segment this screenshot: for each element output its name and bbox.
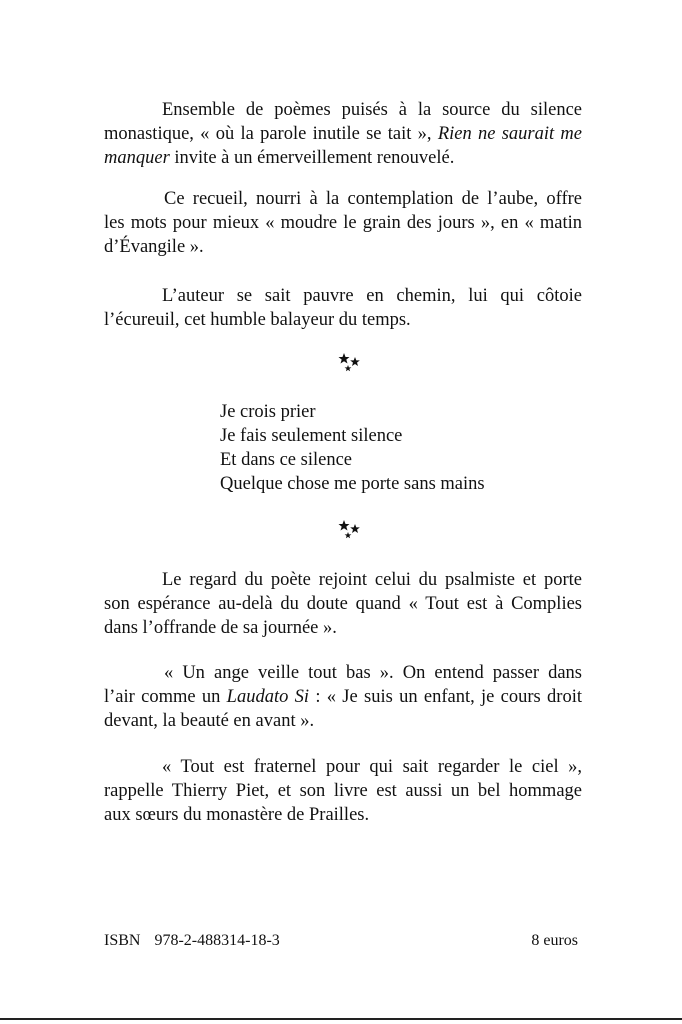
blurb-paragraph-5 (104, 661, 582, 733)
blurb-paragraph-6 (104, 755, 582, 827)
text-line (104, 122, 582, 146)
text-run: monastique, « où la parole inutile se tait », (104, 124, 438, 144)
poem-verse: Et dans ce silence (220, 450, 353, 470)
blurb-paragraph-2 (104, 187, 582, 259)
bottom-edge-divider (0, 1018, 682, 1020)
book-title-italic: Rien ne saurait me (437, 124, 582, 144)
isbn-number: 978-2-488314-18-3 (154, 932, 280, 949)
text-line: l’écureuil, cet humble balayeur du temps. (104, 310, 411, 330)
blurb-paragraph-3 (104, 284, 582, 332)
blurb-paragraph-4 (104, 568, 582, 640)
poem-verse: Je crois prier (220, 402, 316, 422)
text-line: les mots pour mieux « moudre le grain des jours », en « matin (104, 213, 582, 233)
isbn-label: ISBN (104, 932, 141, 949)
text-line: Ce recueil, nourri à la contemplation de l’aube, offre (164, 189, 582, 209)
book-title-italic: manquer (104, 148, 170, 168)
text-line: rappelle Thierry Piet, et son livre est aussi un bel hommage (104, 781, 582, 801)
three-stars-icon (338, 519, 362, 541)
isbn-line (104, 931, 280, 951)
poem-excerpt (220, 400, 485, 496)
text-line (104, 146, 582, 170)
text-run: invite à un émerveillement renouvelé. (169, 148, 455, 168)
text-line: Ensemble de poèmes puisés à la source du silence (162, 100, 582, 120)
text-line: aux sœurs du monastère de Prailles. (104, 805, 370, 825)
text-line: dans l’offrande de sa journée ». (104, 618, 337, 638)
text-line (104, 685, 582, 709)
text-line: « Tout est fraternel pour qui sait regarder le ciel », (162, 757, 582, 777)
three-stars-icon (338, 352, 362, 374)
poem-verse: Je fais seulement silence (220, 426, 403, 446)
encyclical-title-italic: Laudato Si (226, 687, 310, 707)
text-line: devant, la beauté en avant ». (104, 711, 315, 731)
price-label: 8 euros (531, 932, 578, 949)
text-run: : « Je suis un enfant, je cours droit (309, 687, 582, 707)
poem-verse: Quelque chose me porte sans mains (220, 474, 485, 494)
text-line: L’auteur se sait pauvre en chemin, lui qui côtoie (162, 286, 582, 306)
text-line: son espérance au-delà du doute quand « Tout est à Complies (104, 594, 582, 614)
blurb-paragraph-1 (104, 98, 582, 170)
text-line: « Un ange veille tout bas ». On entend passer dans (164, 663, 582, 683)
text-run: l’air comme un (104, 687, 227, 707)
text-line: d’Évangile ». (104, 237, 204, 257)
text-line: Le regard du poète rejoint celui du psalmiste et porte (162, 570, 582, 590)
